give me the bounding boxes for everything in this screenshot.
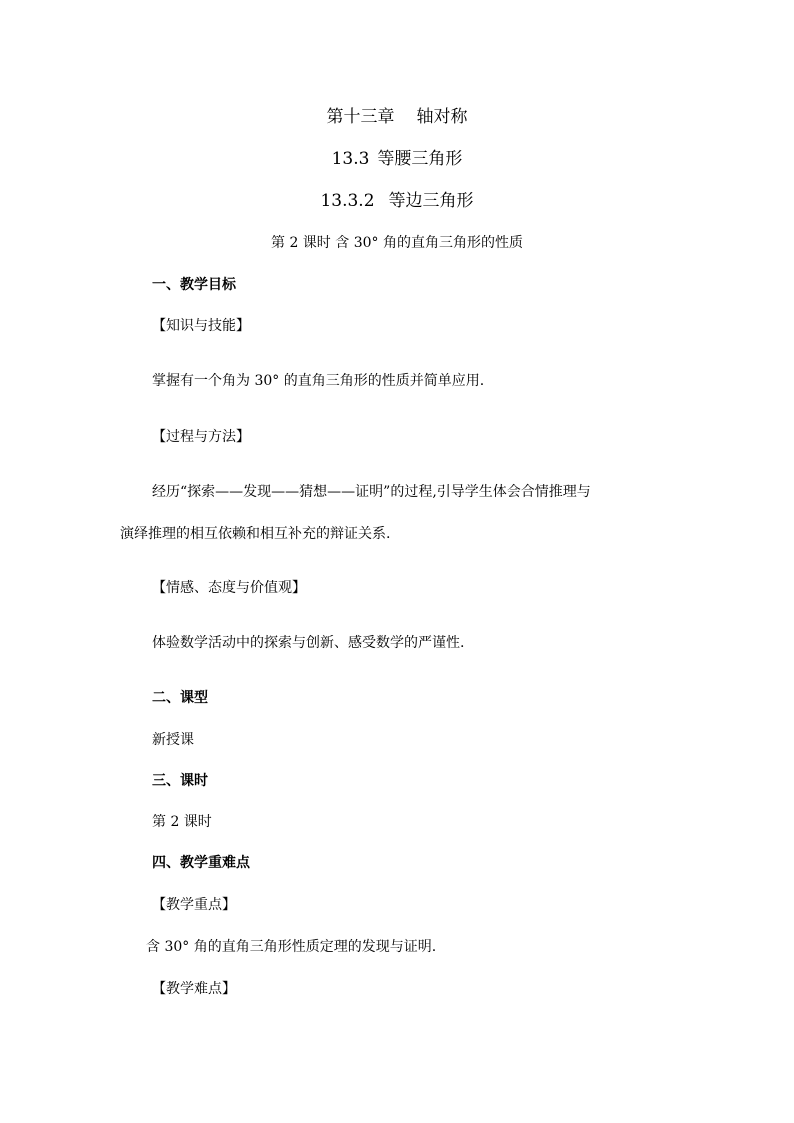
- periods-heading: 三、课时: [152, 773, 208, 789]
- knowledge-text: 掌握有一个角为 30° 的直角三角形的性质并简单应用.: [152, 373, 485, 389]
- section-title: 等腰三角形: [377, 149, 463, 169]
- periods-text: 第 2 课时: [152, 814, 212, 830]
- subsection-title: 等边三角形: [388, 191, 474, 211]
- subsection-number: 13.3.2: [320, 191, 375, 211]
- process-text-line1: 经历“探索——发现——猜想——证明”的过程,引导学生体会合情推理与: [152, 484, 591, 500]
- key-label: 【教学重点】: [152, 897, 236, 913]
- section-heading: [0, 151, 794, 168]
- lesson-title: 第 2 课时 含 30° 角的直角三角形的性质: [271, 235, 523, 251]
- objectives-heading: 一、教学目标: [152, 277, 236, 293]
- key-points-heading: 四、教学重难点: [152, 855, 250, 871]
- subsection-heading: [0, 193, 794, 210]
- chapter-number: 第十三章: [326, 107, 395, 127]
- process-label: 【过程与方法】: [152, 429, 250, 445]
- lesson-type-heading: 二、课型: [152, 690, 208, 706]
- section-number: 13.3: [331, 149, 370, 169]
- chapter-heading: [0, 109, 794, 126]
- process-text-line2: 演绎推理的相互依赖和相互补充的辩证关系.: [120, 526, 391, 542]
- key-text: 含 30° 角的直角三角形性质定理的发现与证明.: [146, 939, 437, 955]
- emotion-label: 【情感、态度与价值观】: [152, 580, 306, 596]
- chapter-title: 轴对称: [416, 107, 468, 127]
- difficulty-label: 【教学难点】: [152, 981, 236, 997]
- emotion-text: 体验数学活动中的探索与创新、感受数学的严谨性.: [152, 635, 465, 651]
- knowledge-label: 【知识与技能】: [152, 318, 250, 334]
- lesson-type-text: 新授课: [152, 732, 194, 748]
